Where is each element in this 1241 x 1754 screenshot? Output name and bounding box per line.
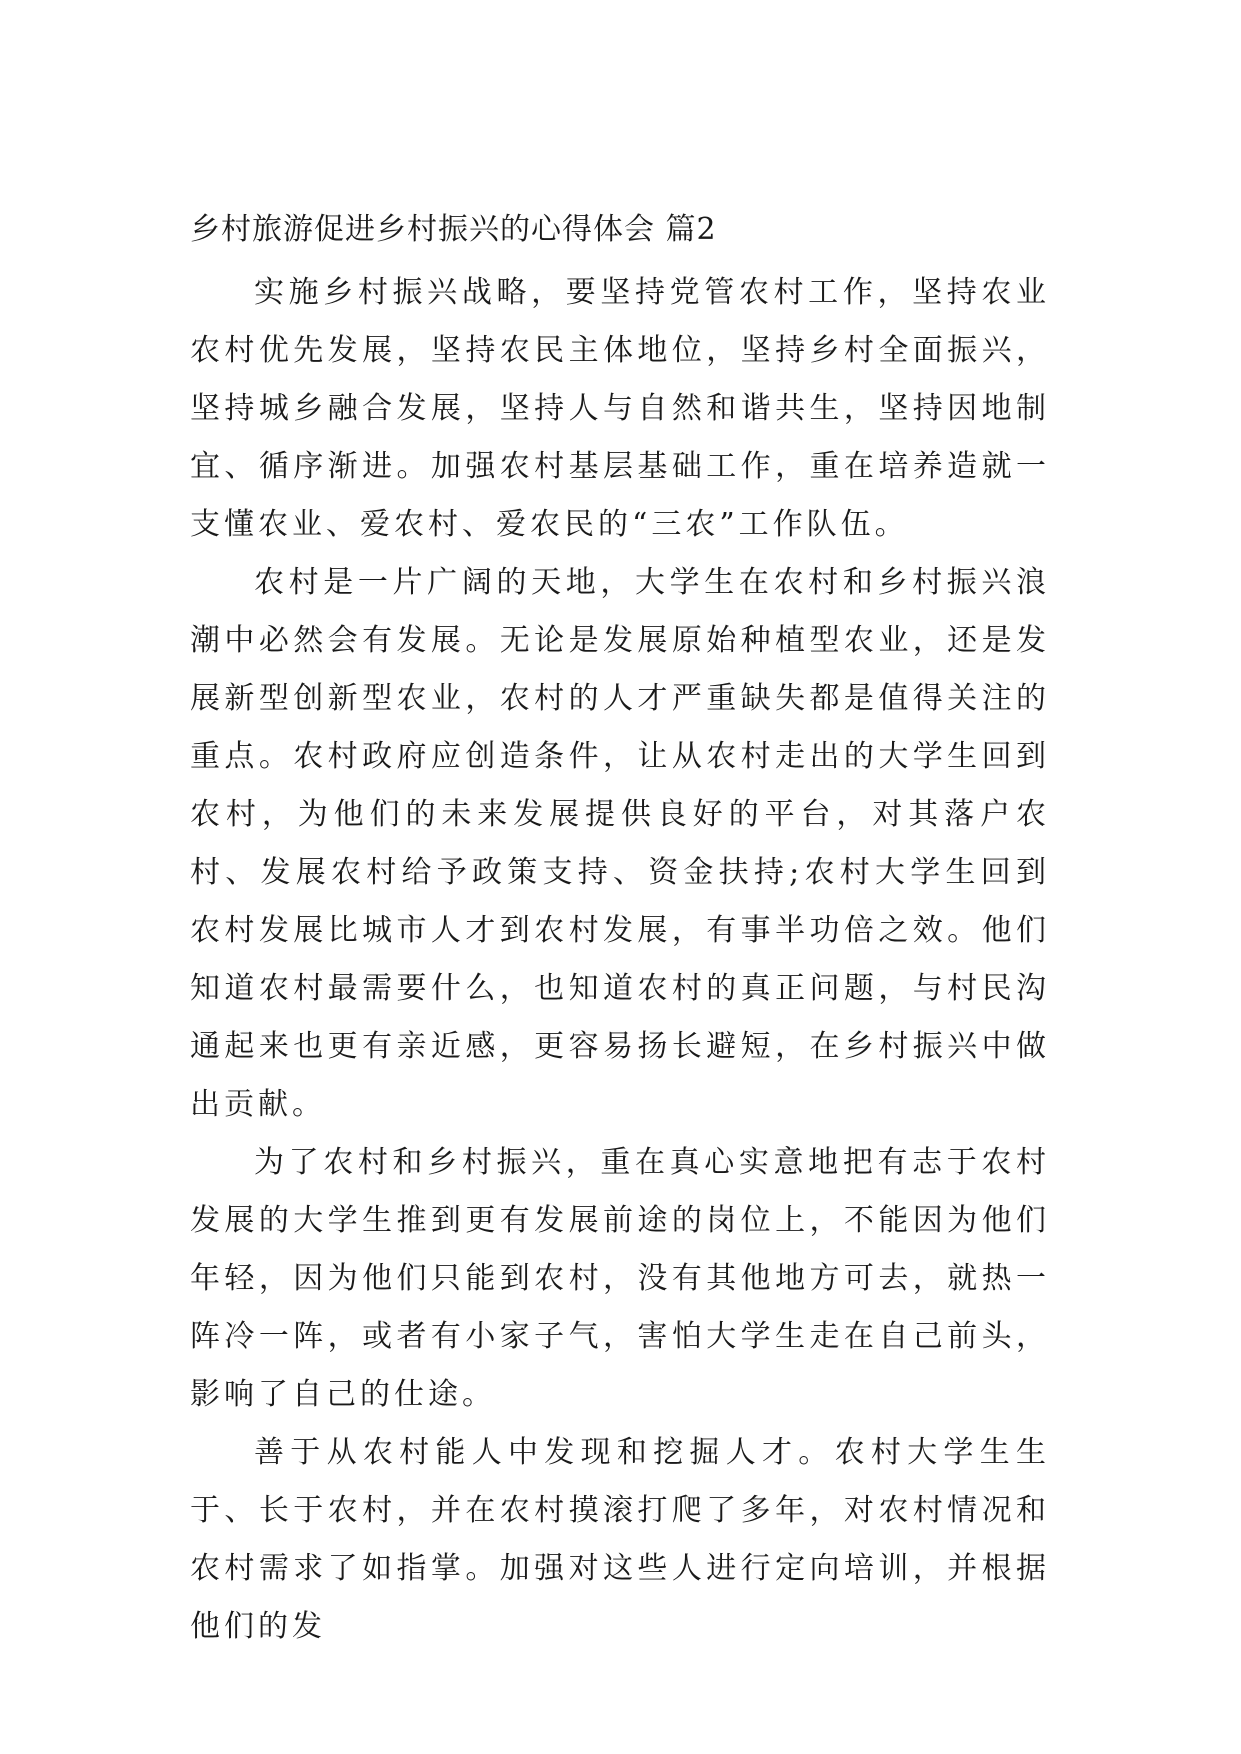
- document-title: 乡村旅游促进乡村振兴的心得体会 篇2: [190, 212, 717, 247]
- paragraph-1: 实施乡村振兴战略，要坚持党管农村工作，坚持农业农村优先发展，坚持农民主体地位，坚持乡村全面振兴，坚持城乡融合发展，坚持人与自然和谐共生，坚持因地制宜、循序渐进。加强农村基层基础工作，重在培养造就一支懂农业、爱农村、爱农民的“三农”工作队伍。: [190, 275, 1050, 542]
- paragraph-2: 农村是一片广阔的天地，大学生在农村和乡村振兴浪潮中必然会有发展。无论是发展原始种植型农业，还是发展新型创新型农业，农村的人才严重缺失都是值得关注的重点。农村政府应创造条件，让从农村走出的大学生回到农村，为他们的未来发展提供良好的平台，对其落户农村、发展农村给予政策支持、资金扶持;农村大学生回到农村发展比城市人才到农村发展，有事半功倍之效。他们知道农村最需要什么，也知道农村的真正问题，与村民沟通起来也更有亲近感，更容易扬长避短，在乡村振兴中做出贡献。: [190, 565, 1050, 1122]
- document-body: [190, 210, 1050, 1656]
- paragraph-4: 善于从农村能人中发现和挖掘人才。农村大学生生于、长于农村，并在农村摸滚打爬了多年，对农村情况和农村需求了如指掌。加强对这些人进行定向培训，并根据他们的发: [190, 1435, 1050, 1644]
- paragraph-3: 为了农村和乡村振兴，重在真心实意地把有志于农村发展的大学生推到更有发展前途的岗位上，不能因为他们年轻，因为他们只能到农村，没有其他地方可去，就热一阵冷一阵，或者有小家子气，害怕大学生走在自己前头，影响了自己的仕途。: [190, 1145, 1050, 1412]
